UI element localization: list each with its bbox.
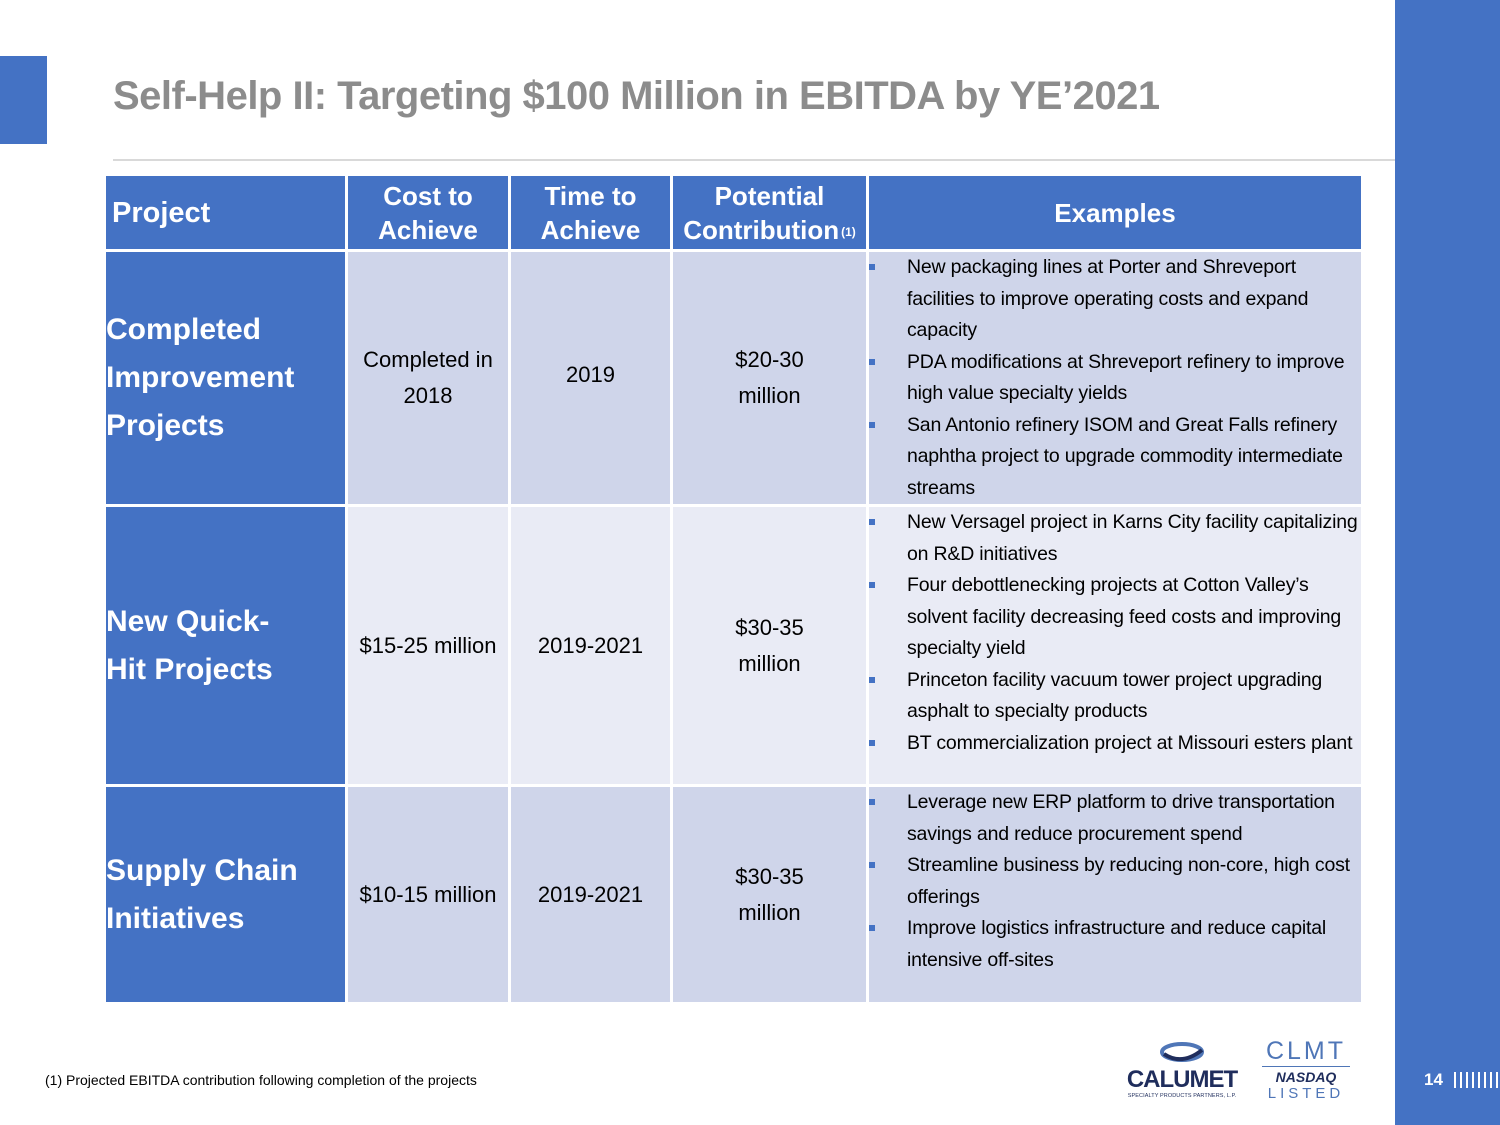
- cost-cell: $10-15 million: [347, 786, 510, 1004]
- calumet-logo: CALUMET: [1126, 1066, 1238, 1093]
- table-row: [105, 786, 1363, 1004]
- list-item: New packaging lines at Porter and Shreveport facilities to improve operating costs and expand capacity: [869, 252, 1361, 347]
- bullet-square-icon: [869, 422, 875, 428]
- slide-title: Self-Help II: Targeting $100 Million in EBITDA by YE’2021: [113, 74, 1160, 118]
- nasdaq-wordmark: NASDAQ: [1275, 1069, 1337, 1085]
- list-item: BT commercialization project at Missouri esters plant: [869, 728, 1361, 760]
- time-cell: 2019-2021: [510, 506, 672, 786]
- nasdaq-listing-logo: [1262, 1038, 1350, 1102]
- project-name: New Quick- Hit Projects: [105, 506, 347, 786]
- list-item: Four debottlenecking projects at Cotton Valley’s solvent facility decreasing feed costs and improving specialty yield: [869, 570, 1361, 665]
- title-accent-block: [0, 56, 47, 144]
- project-name: Completed Improvement Projects: [105, 251, 347, 506]
- header-cost: Cost to Achieve: [347, 175, 510, 251]
- contribution-cell: $30-35 million: [672, 506, 868, 786]
- ticker-symbol: CLMT: [1265, 1037, 1347, 1065]
- bullet-square-icon: [869, 519, 875, 525]
- footnote: (1) Projected EBITDA contribution following completion of the projects: [45, 1072, 477, 1088]
- header-time: Time to Achieve: [510, 175, 672, 251]
- decorative-ticks: [1454, 1072, 1498, 1088]
- title-divider: [113, 159, 1395, 161]
- footnote-marker: (1): [841, 224, 856, 239]
- page-number: 14: [1424, 1070, 1443, 1089]
- list-item: New Versagel project in Karns City facility capitalizing on R&D initiatives: [869, 507, 1361, 570]
- bullet-square-icon: [869, 359, 875, 365]
- bullet-square-icon: [869, 925, 875, 931]
- header-potential-contribution: Potential Contribution $^{(1)}$: [672, 175, 868, 251]
- bullet-square-icon: [869, 862, 875, 868]
- projects-table: [103, 173, 1364, 1005]
- contribution-cell: $20-30 million: [672, 251, 868, 506]
- cost-cell: Completed in 2018: [347, 251, 510, 506]
- header-examples: Examples: [868, 175, 1363, 251]
- table-row: [105, 506, 1363, 786]
- examples-cell: [868, 506, 1363, 786]
- list-item: Princeton facility vacuum tower project upgrading asphalt to specialty products: [869, 665, 1361, 728]
- listed-label: LISTED: [1267, 1085, 1345, 1102]
- list-item: Leverage new ERP platform to drive transportation savings and reduce procurement spend: [869, 787, 1361, 850]
- cost-cell: $15-25 million: [347, 506, 510, 786]
- right-accent-bar: [1395, 0, 1500, 1125]
- bullet-square-icon: [869, 582, 875, 588]
- examples-cell: [868, 786, 1363, 1004]
- bullet-square-icon: [869, 740, 875, 746]
- table-header-row: [105, 175, 1363, 251]
- time-cell: 2019-2021: [510, 786, 672, 1004]
- header-project: Project: [105, 175, 347, 251]
- list-item: Streamline business by reducing non-core, high cost offerings: [869, 850, 1361, 913]
- bullet-square-icon: [869, 799, 875, 805]
- list-item: PDA modifications at Shreveport refinery to improve high value specialty yields: [869, 347, 1361, 410]
- bullet-square-icon: [869, 264, 875, 270]
- bullet-square-icon: [869, 677, 875, 683]
- calumet-logo-subtitle: SPECIALTY PRODUCTS PARTNERS, L.P.: [1127, 1093, 1237, 1099]
- examples-cell: [868, 251, 1363, 506]
- table-row: [105, 251, 1363, 506]
- list-item: Improve logistics infrastructure and reduce capital intensive off-sites: [869, 913, 1361, 976]
- contribution-cell: $30-35 million: [672, 786, 868, 1004]
- project-name: Supply Chain Initiatives: [105, 786, 347, 1004]
- time-cell: 2019: [510, 251, 672, 506]
- list-item: San Antonio refinery ISOM and Great Falls refinery naphtha project to upgrade commodity intermediate streams: [869, 410, 1361, 505]
